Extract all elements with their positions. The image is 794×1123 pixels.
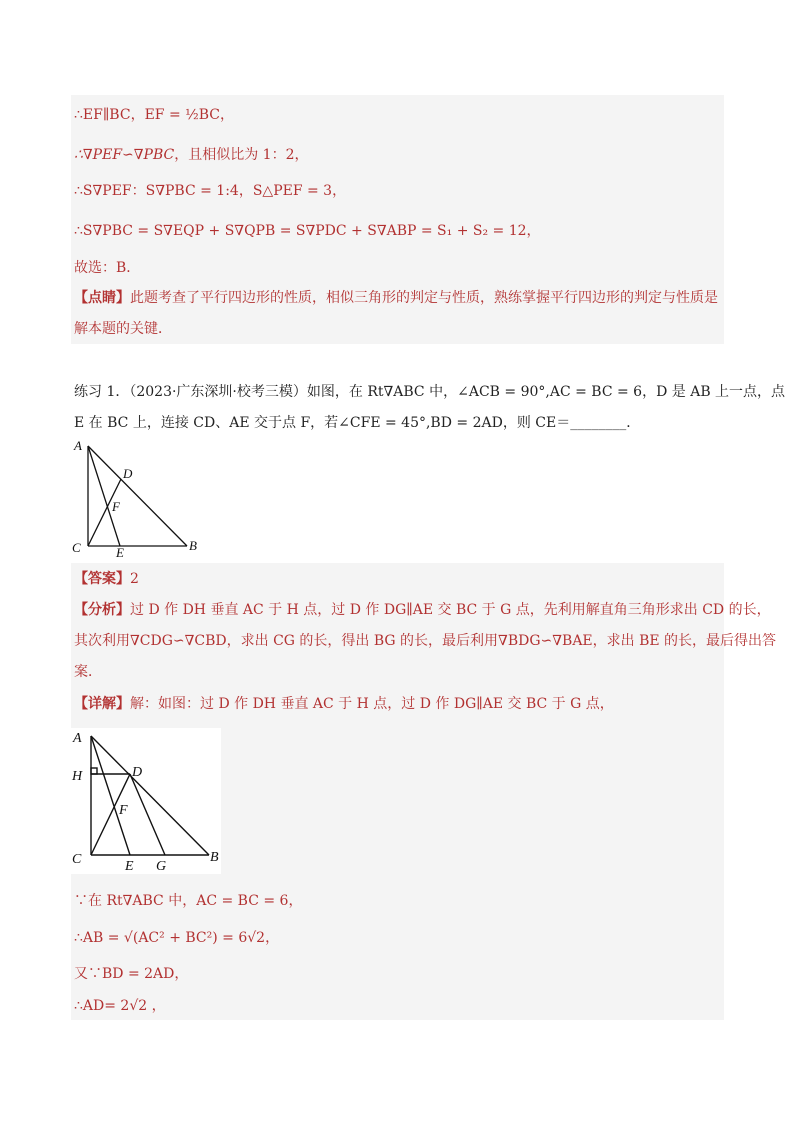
detail-text-1: 解：如图：过 D 作 DH 垂直 AC 于 H 点，过 D 作 DG∥AE 交 BC 于 G 点， [130, 696, 614, 712]
analysis-text-2: 其次利用∇CDG∽∇CBD，求出 CG 的长，得出 BG 的长，最后利用∇BDG∽∇BAE，求出 BE 的长，最后得出答 [74, 633, 777, 649]
detail-tag: 【详解】 [74, 696, 130, 712]
comment-text-1: 此题考查了平行四边形的性质，相似三角形的判定与性质，熟练掌握平行四边形的判定与性质是 [130, 290, 718, 306]
answer-line [74, 570, 139, 588]
analysis-line-1 [74, 601, 771, 619]
step-2-text: ∴AB = √(AC² + BC²) = 6√2， [74, 930, 280, 946]
comment-text-2: 解本题的关键． [74, 321, 172, 337]
answer-value: 2 [130, 571, 139, 587]
solution-line-2 [74, 146, 309, 164]
solution-line-3 [74, 182, 346, 200]
comment-tag: 【点睛】 [74, 290, 130, 306]
exercise-text-2: E 在 BC 上，连接 CD、AE 交于点 F，若∠CFE = 45°,BD = 2AD，则 CE＝________． [74, 415, 641, 431]
step-1-text: ∵在 Rt∇ABC 中，AC = BC = 6， [74, 893, 303, 909]
triangle-figure-2 [71, 728, 221, 874]
step-3-text: 又∵BD = 2AD， [74, 966, 189, 982]
step-2 [74, 929, 279, 947]
comment-line-2 [74, 320, 172, 338]
label-B: B [210, 850, 219, 865]
step-1 [74, 892, 302, 910]
similar-expression: ∴∇PEF∽∇PBC [74, 147, 175, 163]
exercise-text-1: 练习 1．（2023·广东深圳·校考三模）如图，在 Rt∇ABC 中，∠ACB = 90°,AC = BC = 6，D 是 AB 上一点，点 [74, 384, 786, 400]
analysis-text-1: 过 D 作 DH 垂直 AC 于 H 点，过 D 作 DG∥AE 交 BC 于 G 点，先利用解直角三角形求出 CD 的长， [130, 602, 771, 618]
label-H: H [72, 769, 83, 784]
analysis-text-3: 案． [74, 664, 102, 680]
answer-choice [74, 259, 140, 277]
label-F: F [119, 803, 128, 818]
exercise-line-1 [74, 383, 785, 401]
solution-line-1 [74, 106, 234, 124]
label-E: E [125, 859, 134, 874]
area-ratio: ∴S∇PEF：S∇PBC = 1:4，S△PEF = 3， [74, 183, 347, 199]
label-B: B [189, 538, 197, 553]
label-F: F [112, 499, 120, 514]
label-A: A [73, 731, 82, 746]
step-4-text: ∴AD= 2√2 ， [74, 998, 166, 1014]
exercise-line-2 [74, 414, 640, 432]
step-3 [74, 965, 188, 983]
solution-line-4 [74, 222, 541, 240]
label-C: C [72, 540, 81, 555]
comment-line-1 [74, 289, 718, 307]
label-E: E [116, 545, 124, 558]
step-4 [74, 997, 166, 1015]
label-D: D [123, 466, 133, 481]
label-G: G [156, 859, 167, 874]
answer-text: 故选：B． [74, 260, 141, 276]
analysis-line-2 [74, 632, 776, 650]
text: ∴EF∥BC，EF = ½BC， [74, 107, 234, 123]
label-A: A [74, 438, 82, 453]
ratio-text: ，且相似比为 1：2， [174, 147, 309, 163]
area-sum: ∴S∇PBC = S∇EQP + S∇QPB = S∇PDC + S∇ABP = S₁ + S₂ = 12， [74, 223, 541, 239]
analysis-tag: 【分析】 [74, 602, 130, 618]
label-C: C [72, 852, 82, 867]
analysis-line-3 [74, 663, 102, 681]
detail-line-1 [74, 695, 614, 713]
label-D: D [132, 765, 143, 780]
triangle-figure-1 [70, 436, 210, 558]
answer-tag: 【答案】 [74, 571, 130, 587]
